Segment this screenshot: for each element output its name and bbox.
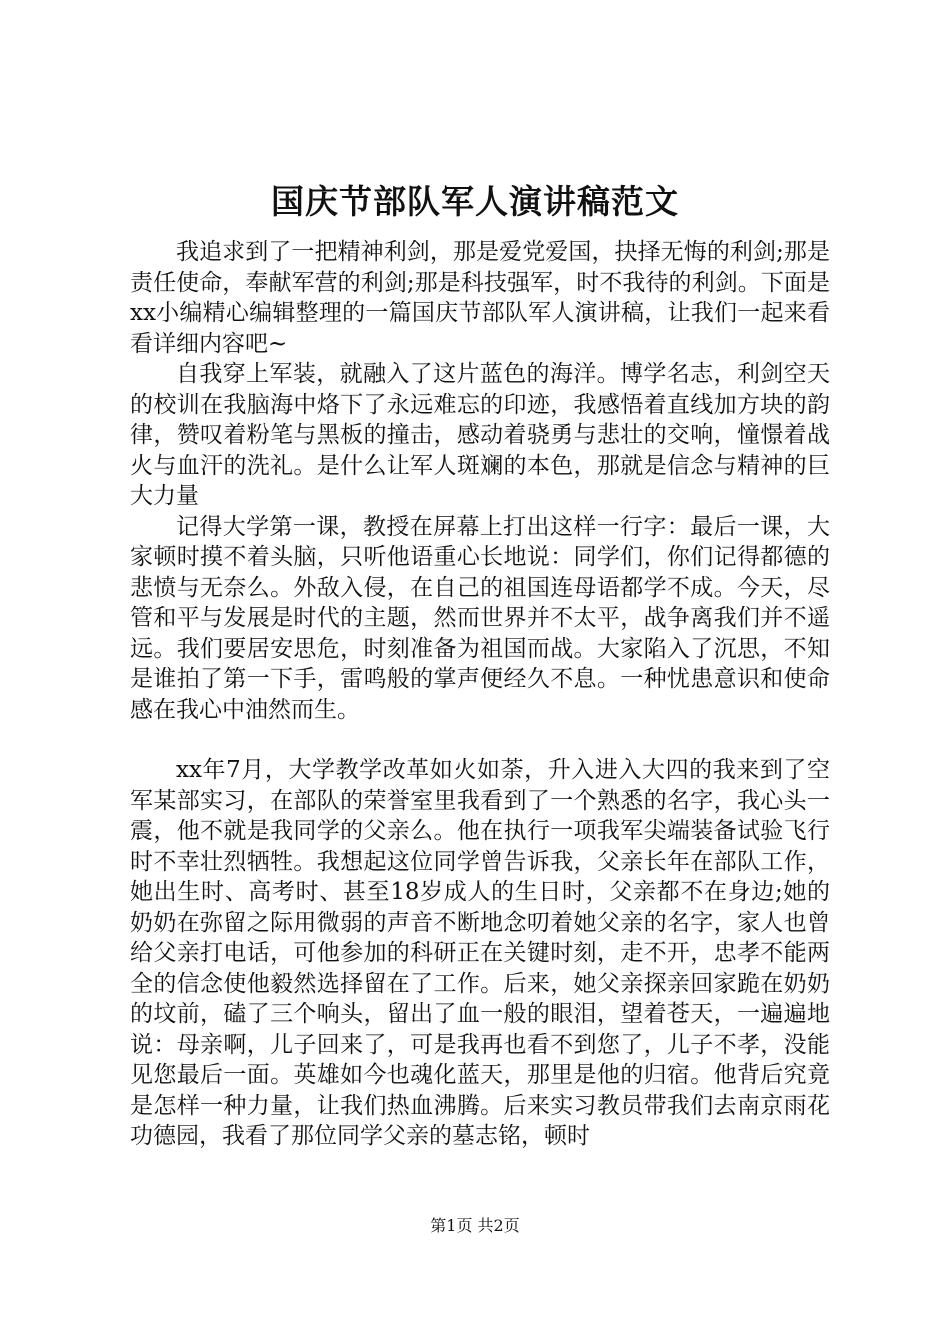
page-number-footer: 第1页 共2页 bbox=[430, 1216, 520, 1235]
document-body bbox=[130, 237, 830, 1152]
paragraph-internship: xx年7月，大学教学改革如火如荼，升入进入大四的我来到了空军某部实习，在部队的荣誉室里我看到了一个熟悉的名字，我心头一震，他不就是我同学的父亲么。他在执行一项我军尖端装备试验飞行时不幸壮烈牺牲。我想起这位同学曾告诉我，父亲长年在部队工作，她出生时、高考时、甚至18岁成人的生日时，父亲都不在身边;她的奶奶在弥留之际用微弱的声音不断地念叨着她父亲的名字，家人也曾给父亲打电话，可他参加的科研正在关键时刻，走不开，忠孝不能两全的信念使他毅然选择留在了工作。后来，她父亲探亲回家跪在奶奶的坟前，磕了三个响头，留出了血一般的眼泪，望着苍天，一遍遍地说：母亲啊，儿子回来了，可是我再也看不到您了，儿子不孝，没能见您最后一面。英雄如今也魂化蓝天，那里是他的归宿。他背后究竟是怎样一种力量，让我们热血沸腾。后来实习教员带我们去南京雨花功德园，我看了那位同学父亲的墓志铭，顿时 bbox=[130, 757, 830, 1149]
paragraph-military-uniform: 自我穿上军装，就融入了这片蓝色的海洋。博学名志，利剑空天的校训在我脑海中烙下了永远难忘的印迹，我感悟着直线加方块的韵律，赞叹着粉笔与黑板的撞击，感动着骁勇与悲壮的交响，憧憬着战火与血汗的洗礼。是什么让军人斑斓的本色，那就是信念与精神的巨大力量 bbox=[130, 361, 830, 509]
document-title: 国庆节部队军人演讲稿范文 bbox=[271, 182, 679, 221]
paragraph-intro: 我追求到了一把精神利剑，那是爱党爱国，抉择无悔的利剑;那是责任使命，奉献军营的利剑;那是科技强军，时不我待的利剑。下面是xx小编精心编辑整理的一篇国庆节部队军人演讲稿，让我们一起来看看详细内容吧~ bbox=[130, 239, 830, 357]
paragraph-first-lesson: 记得大学第一课，教授在屏幕上打出这样一行字：最后一课，大家顿时摸不着头脑，只听他语重心长地说：同学们，你们记得都德的悲愤与无奈么。外敌入侵，在自己的祖国连母语都学不成。今天，尽管和平与发展是时代的主题，然而世界并不太平，战争离我们并不遥远。我们要居安思危，时刻准备为祖国而战。大家陷入了沉思，不知是谁拍了第一下手，雷鸣般的掌声便经久不息。一种忧患意识和使命感在我心中油然而生。 bbox=[130, 513, 830, 723]
